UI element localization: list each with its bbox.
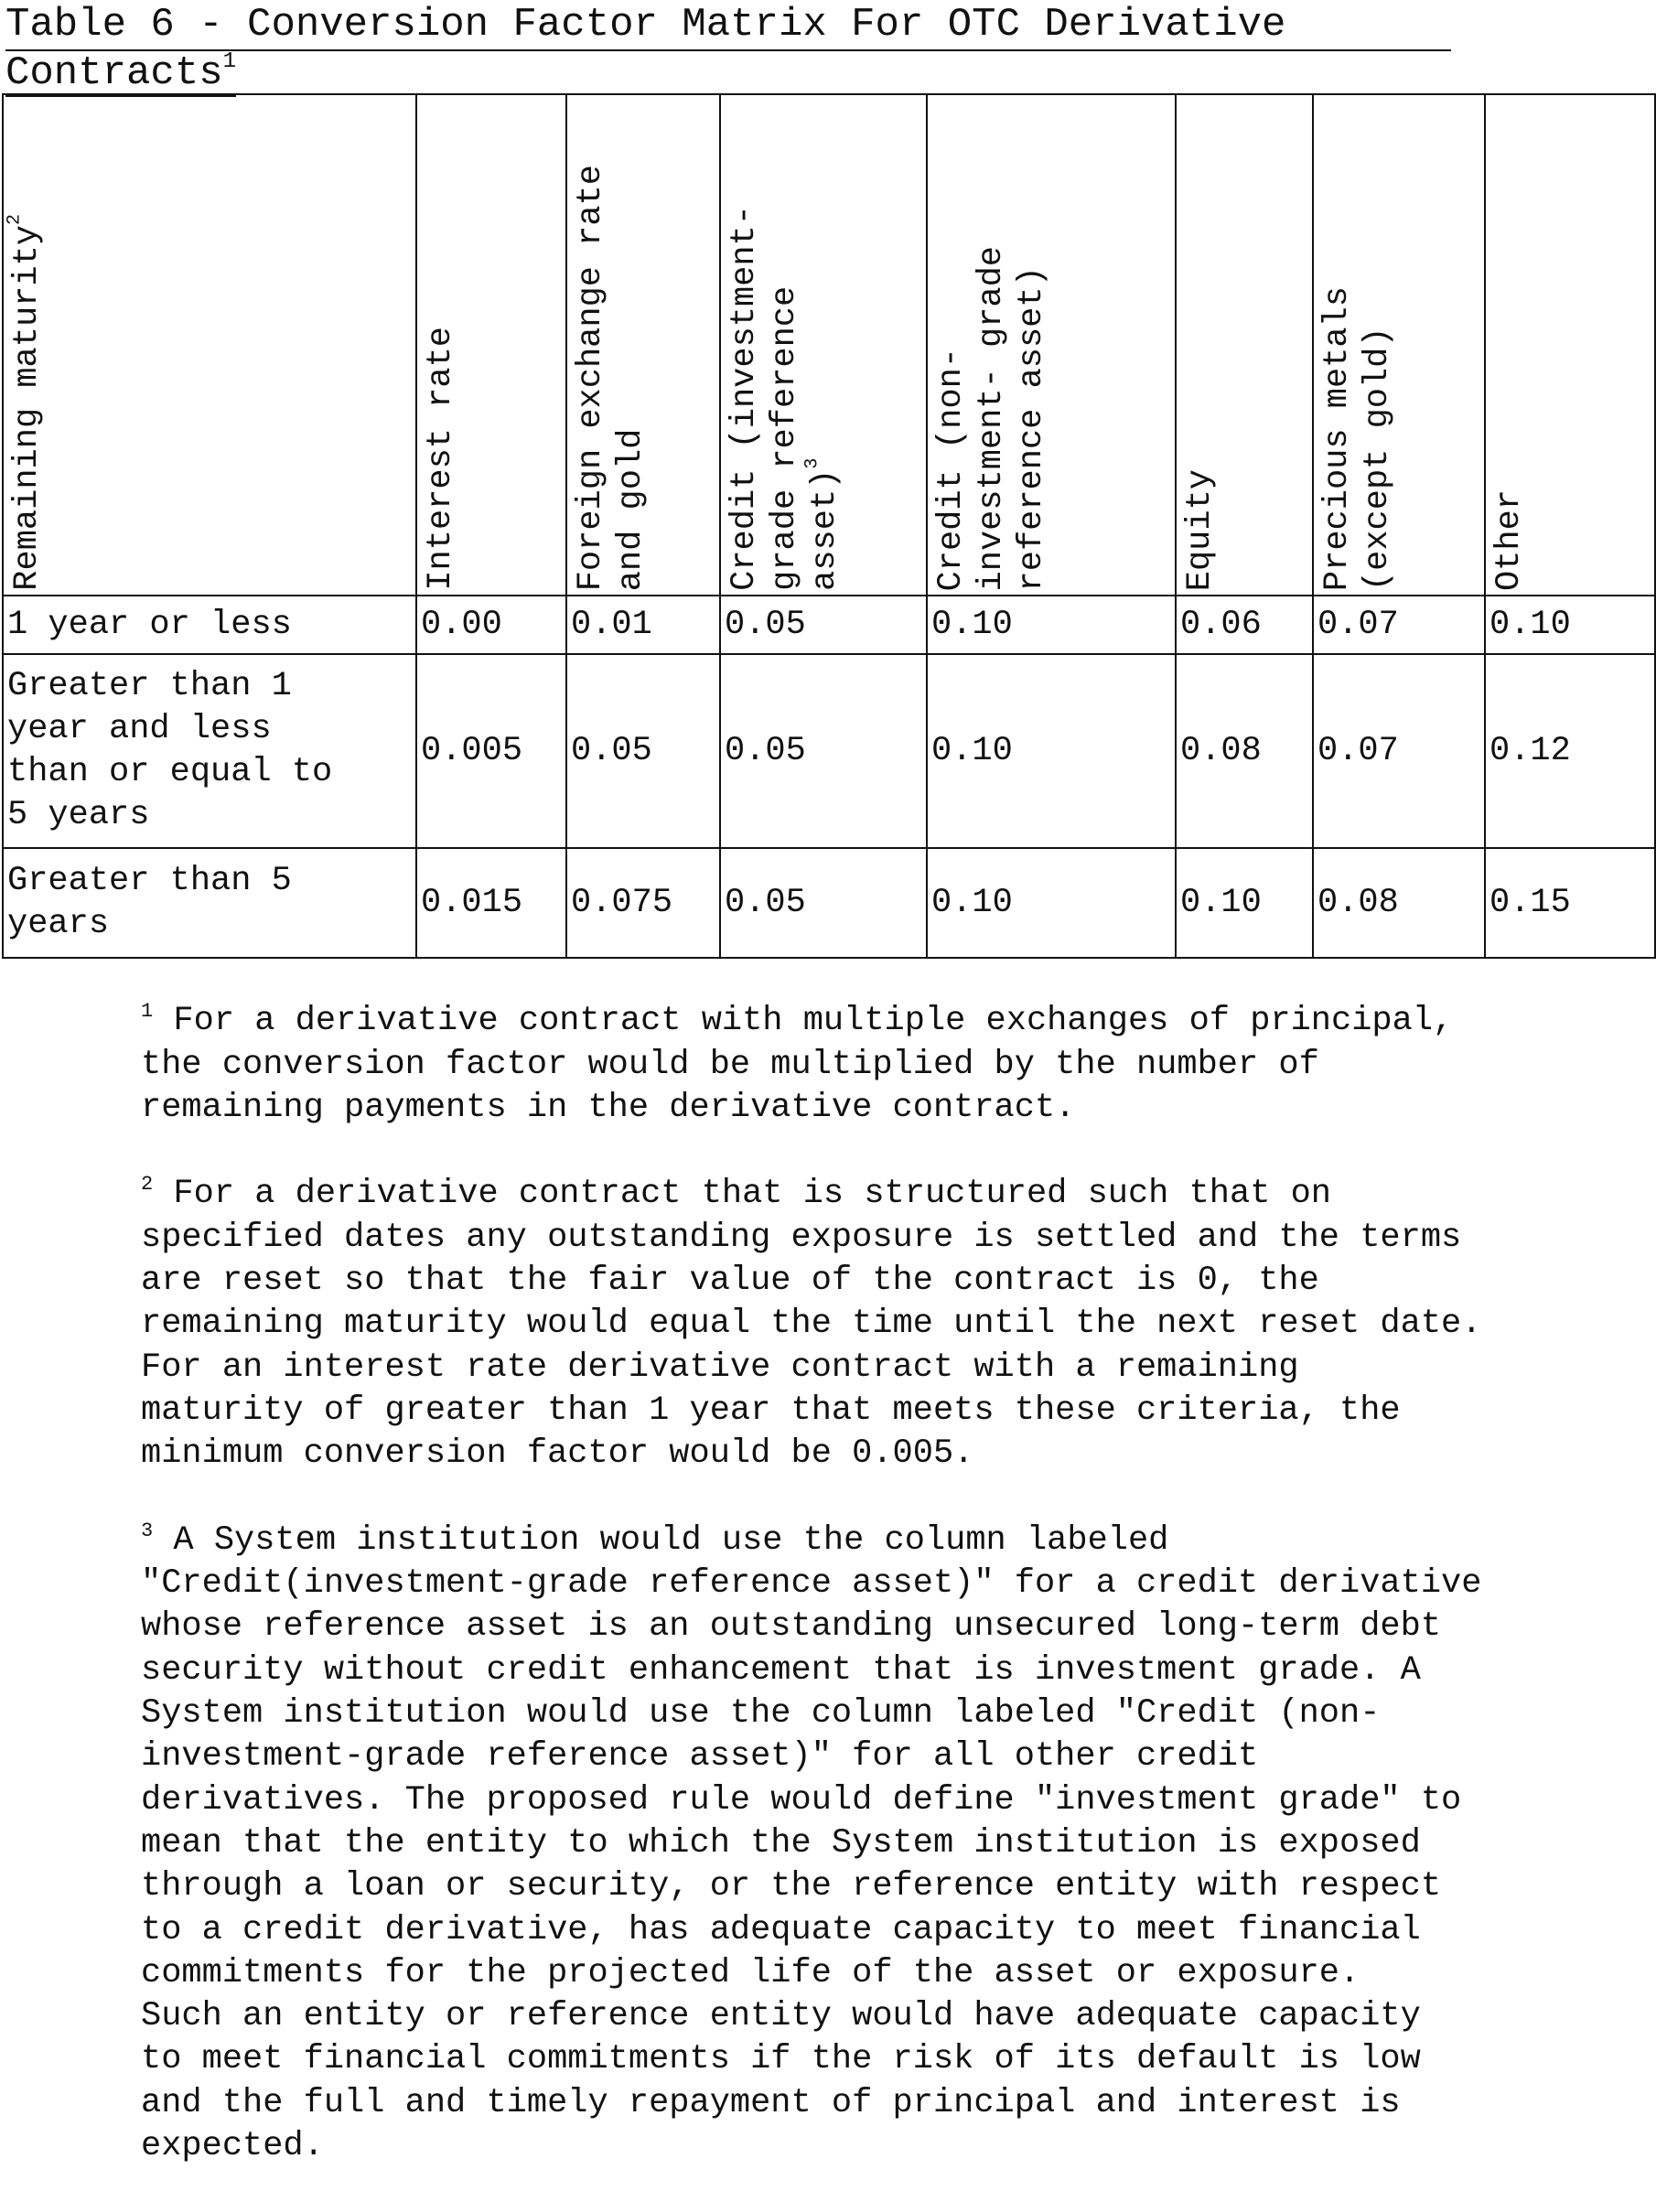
- header-remaining-maturity-sup: 2: [4, 214, 26, 226]
- table-cell: 0.005: [416, 654, 566, 848]
- header-credit-investment-grade: [720, 94, 927, 596]
- conversion-factor-table: [2, 93, 1656, 959]
- table-cell: 0.05: [720, 596, 927, 654]
- title-line-1: Table 6 - Conversion Factor Matrix For OTC Derivative: [5, 0, 1451, 51]
- header-equity: [1176, 94, 1313, 596]
- footnote-3-text: A System institution would use the column labeled "Credit(investment-grade reference asset)" for a credit derivative whose reference asset is an outstanding unsecured long-term debt security without credit enhancement that is investment grade. A System institution would use the column labeled "Credit (non- investment-grade reference asset)" for all other credit derivatives. The proposed rule would define "investment grade" to mean that the entity to which the System institution is exposed through a loan or security, or the reference entity with respect to a credit derivative, has adequate capacity to meet financial commitments for the projected life of the asset or exposure. Such an entity or reference entity would have adequate capacity to meet financial commitments if the risk of its default is low and the full and timely repayment of principal and interest is expected.: [141, 1520, 1482, 2166]
- table-cell: 0.075: [566, 848, 720, 958]
- header-remaining-maturity-text: Remaining maturity: [8, 225, 47, 591]
- footnote-1: [141, 1000, 1651, 1130]
- header-other: [1485, 94, 1655, 596]
- header-interest-rate-text: Interest rate: [422, 327, 460, 591]
- table-cell: 0.10: [1485, 596, 1655, 654]
- table-cell: 0.05: [720, 654, 927, 848]
- header-foreign-exchange: [566, 94, 720, 596]
- title-footnote-marker: 1: [222, 49, 237, 74]
- table-cell: 0.12: [1485, 654, 1655, 848]
- header-credit-investment-grade-text: Credit (investment- grade reference asset): [726, 205, 844, 591]
- header-remaining-maturity: [3, 94, 416, 596]
- table-title: [5, 0, 1451, 97]
- footnote-2: [141, 1173, 1651, 1476]
- title-line-2-text: Contracts: [5, 50, 223, 96]
- row-label: 1 year or less: [3, 596, 416, 654]
- table-cell: 0.08: [1313, 848, 1485, 958]
- header-foreign-exchange-text: Foreign exchange rate and gold: [572, 164, 651, 591]
- table-cell: 0.06: [1176, 596, 1313, 654]
- header-equity-text: Equity: [1181, 468, 1220, 591]
- table-cell: 0.01: [566, 596, 720, 654]
- table-header-row: [3, 94, 1655, 596]
- title-line-2: [5, 51, 236, 97]
- footnote-2-text: For a derivative contract that is structured such that on specified dates any outstanding exposure is settled and the terms are reset so that the fair value of the contract is 0, the remaining maturity would equal the time until the next reset date. For an interest rate derivative contract with a remaining maturity of greater than 1 year that meets these criteria, the minimum conversion factor would be 0.005.: [141, 1175, 1482, 1474]
- header-credit-non-investment-grade: [927, 94, 1176, 596]
- footnote-1-text: For a derivative contract with multiple exchanges of principal, the conversion factor would be multiplied by the number of remaining payments in the derivative contract.: [141, 1002, 1454, 1127]
- table-cell: 0.10: [927, 654, 1176, 848]
- header-other-text: Other: [1490, 489, 1529, 591]
- table-cell: 0.10: [927, 848, 1176, 958]
- header-credit-investment-grade-sup: 3: [801, 457, 823, 469]
- header-precious-metals-text: Precious metals (except gold): [1318, 285, 1397, 591]
- footnote-1-marker: 1: [141, 1000, 154, 1024]
- footnotes: [141, 957, 1651, 2212]
- footnote-3: [141, 1519, 1651, 2168]
- table-row: [3, 596, 1655, 654]
- table-cell: 0.07: [1313, 596, 1485, 654]
- row-label: Greater than 5 years: [3, 848, 416, 958]
- table-cell: 0.05: [720, 848, 927, 958]
- footnote-2-marker: 2: [141, 1173, 154, 1197]
- row-label: Greater than 1 year and less than or equal to 5 years: [3, 654, 416, 848]
- table-cell: 0.05: [566, 654, 720, 848]
- table-row: [3, 848, 1655, 958]
- header-interest-rate: [416, 94, 566, 596]
- table-cell: 0.08: [1176, 654, 1313, 848]
- table-cell: 0.10: [927, 596, 1176, 654]
- table-cell: 0.015: [416, 848, 566, 958]
- header-credit-non-investment-grade-text: Credit (non- investment- grade reference asset): [932, 245, 1051, 591]
- table-cell: 0.15: [1485, 848, 1655, 958]
- footnote-3-marker: 3: [141, 1519, 154, 1542]
- table-cell: 0.10: [1176, 848, 1313, 958]
- table-cell: 0.07: [1313, 654, 1485, 848]
- header-precious-metals: [1313, 94, 1485, 596]
- table-row: [3, 654, 1655, 848]
- table-cell: 0.00: [416, 596, 566, 654]
